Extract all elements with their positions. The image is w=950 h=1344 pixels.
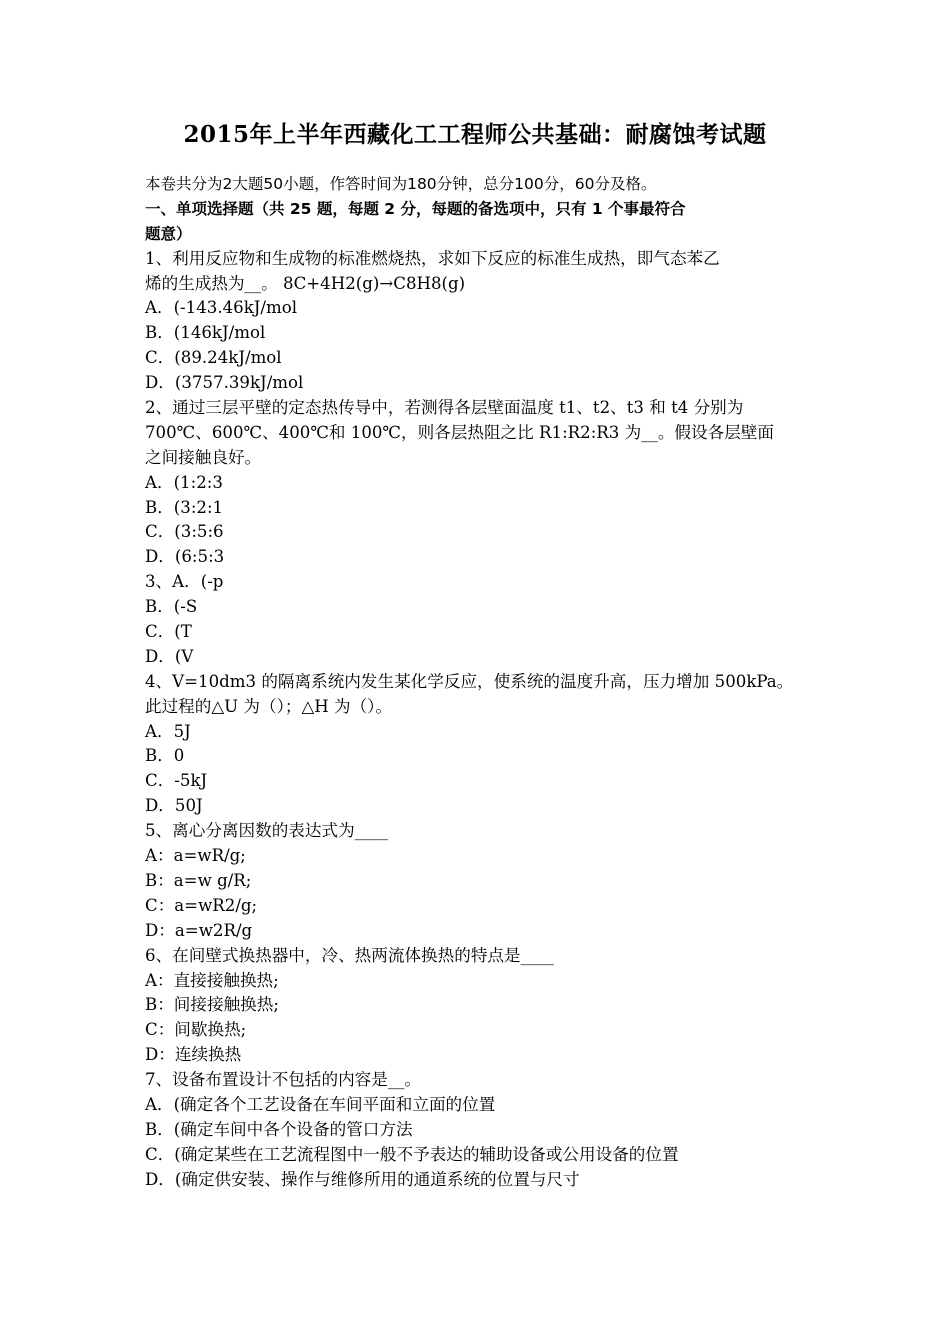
question-5	[145, 819, 825, 943]
question-6	[145, 944, 825, 1068]
question-2	[145, 396, 825, 570]
option-d: D．(6:5:3	[145, 547, 225, 567]
option-a: A．(-143.46kJ/mol	[145, 298, 298, 318]
question-7	[145, 1068, 825, 1192]
option-c: C．(T	[145, 622, 192, 642]
question-stem: 7、设备布置设计不包括的内容是__。	[145, 1070, 422, 1090]
section-heading: 一、单项选择题（共 25 题，每题 2 分，每题的备选项中，只有 1 个事最符合	[145, 199, 686, 218]
option-c: C．(89.24kJ/mol	[145, 348, 282, 368]
question-1	[145, 247, 825, 396]
option-c: C．(3:5:6	[145, 522, 224, 542]
section-heading-cont: 题意）	[145, 224, 192, 243]
option-c: C：间歇换热;	[145, 1020, 247, 1040]
option-b: B．(-S	[145, 597, 198, 617]
option-b: B．(146kJ/mol	[145, 323, 266, 343]
document-body	[145, 172, 825, 1193]
question-stem: 之间接触良好。	[145, 447, 262, 467]
option-b: B．(确定车间中各个设备的管口方法	[145, 1119, 413, 1139]
option-a: A：直接接触换热;	[145, 970, 279, 990]
option-b: B：a=w g/R;	[145, 870, 252, 890]
option-b: B．(3:2:1	[145, 497, 224, 517]
option-a: A：a=wR/g;	[145, 846, 246, 866]
option-d: D．(确定供安装、操作与维修所用的通道系统的位置与尺寸	[145, 1169, 580, 1189]
question-stem: 2、通过三层平壁的定态热传导中，若测得各层壁面温度 t1、t2、t3 和 t4 分别为	[145, 398, 744, 418]
question-stem: 3、A．(-p	[145, 572, 224, 592]
option-c: C．(确定某些在工艺流程图中一般不予表达的辅助设备或公用设备的位置	[145, 1144, 679, 1164]
question-stem: 4、V=10dm3 的隔离系统内发生某化学反应，使系统的温度升高，压力增加 500kPa。	[145, 671, 794, 691]
document-title: 2015年上半年西藏化工工程师公共基础：耐腐蚀考试题	[183, 121, 767, 148]
question-stem: 烯的生成热为__。 8C+4H2(g)→C8H8(g)	[145, 273, 466, 293]
option-d: D：a=w2R/g	[145, 920, 253, 940]
option-d: D．(3757.39kJ/mol	[145, 373, 304, 393]
option-a: A．(确定各个工艺设备在车间平面和立面的位置	[145, 1094, 496, 1114]
question-4	[145, 670, 825, 819]
question-stem: 1、利用反应物和生成物的标准燃烧热，求如下反应的标准生成热，即气态苯乙	[145, 248, 720, 268]
option-c: C：a=wR2/g;	[145, 895, 258, 915]
option-b: B．0	[145, 746, 185, 766]
question-stem: 5、离心分离因数的表达式为____	[145, 821, 388, 841]
option-a: A．(1:2:3	[145, 472, 223, 492]
question-stem: 此过程的△U 为（）；△H 为（）。	[145, 696, 393, 716]
option-d: D．50J	[145, 796, 203, 816]
option-d: D：连续换热	[145, 1045, 242, 1065]
question-stem: 6、在间壁式换热器中，冷、热两流体换热的特点是____	[145, 945, 554, 965]
option-b: B：间接接触换热;	[145, 995, 279, 1015]
option-a: A．5J	[145, 721, 191, 741]
question-3	[145, 570, 825, 670]
question-stem: 700℃、600℃、400℃和 100℃，则各层热阻之比 R1:R2:R3 为__。假设各层壁面	[145, 422, 774, 442]
option-c: C．-5kJ	[145, 771, 208, 791]
option-d: D．(V	[145, 646, 194, 666]
exam-intro: 本卷共分为2大题50小题，作答时间为180分钟，总分100分，60分及格。	[145, 175, 657, 193]
